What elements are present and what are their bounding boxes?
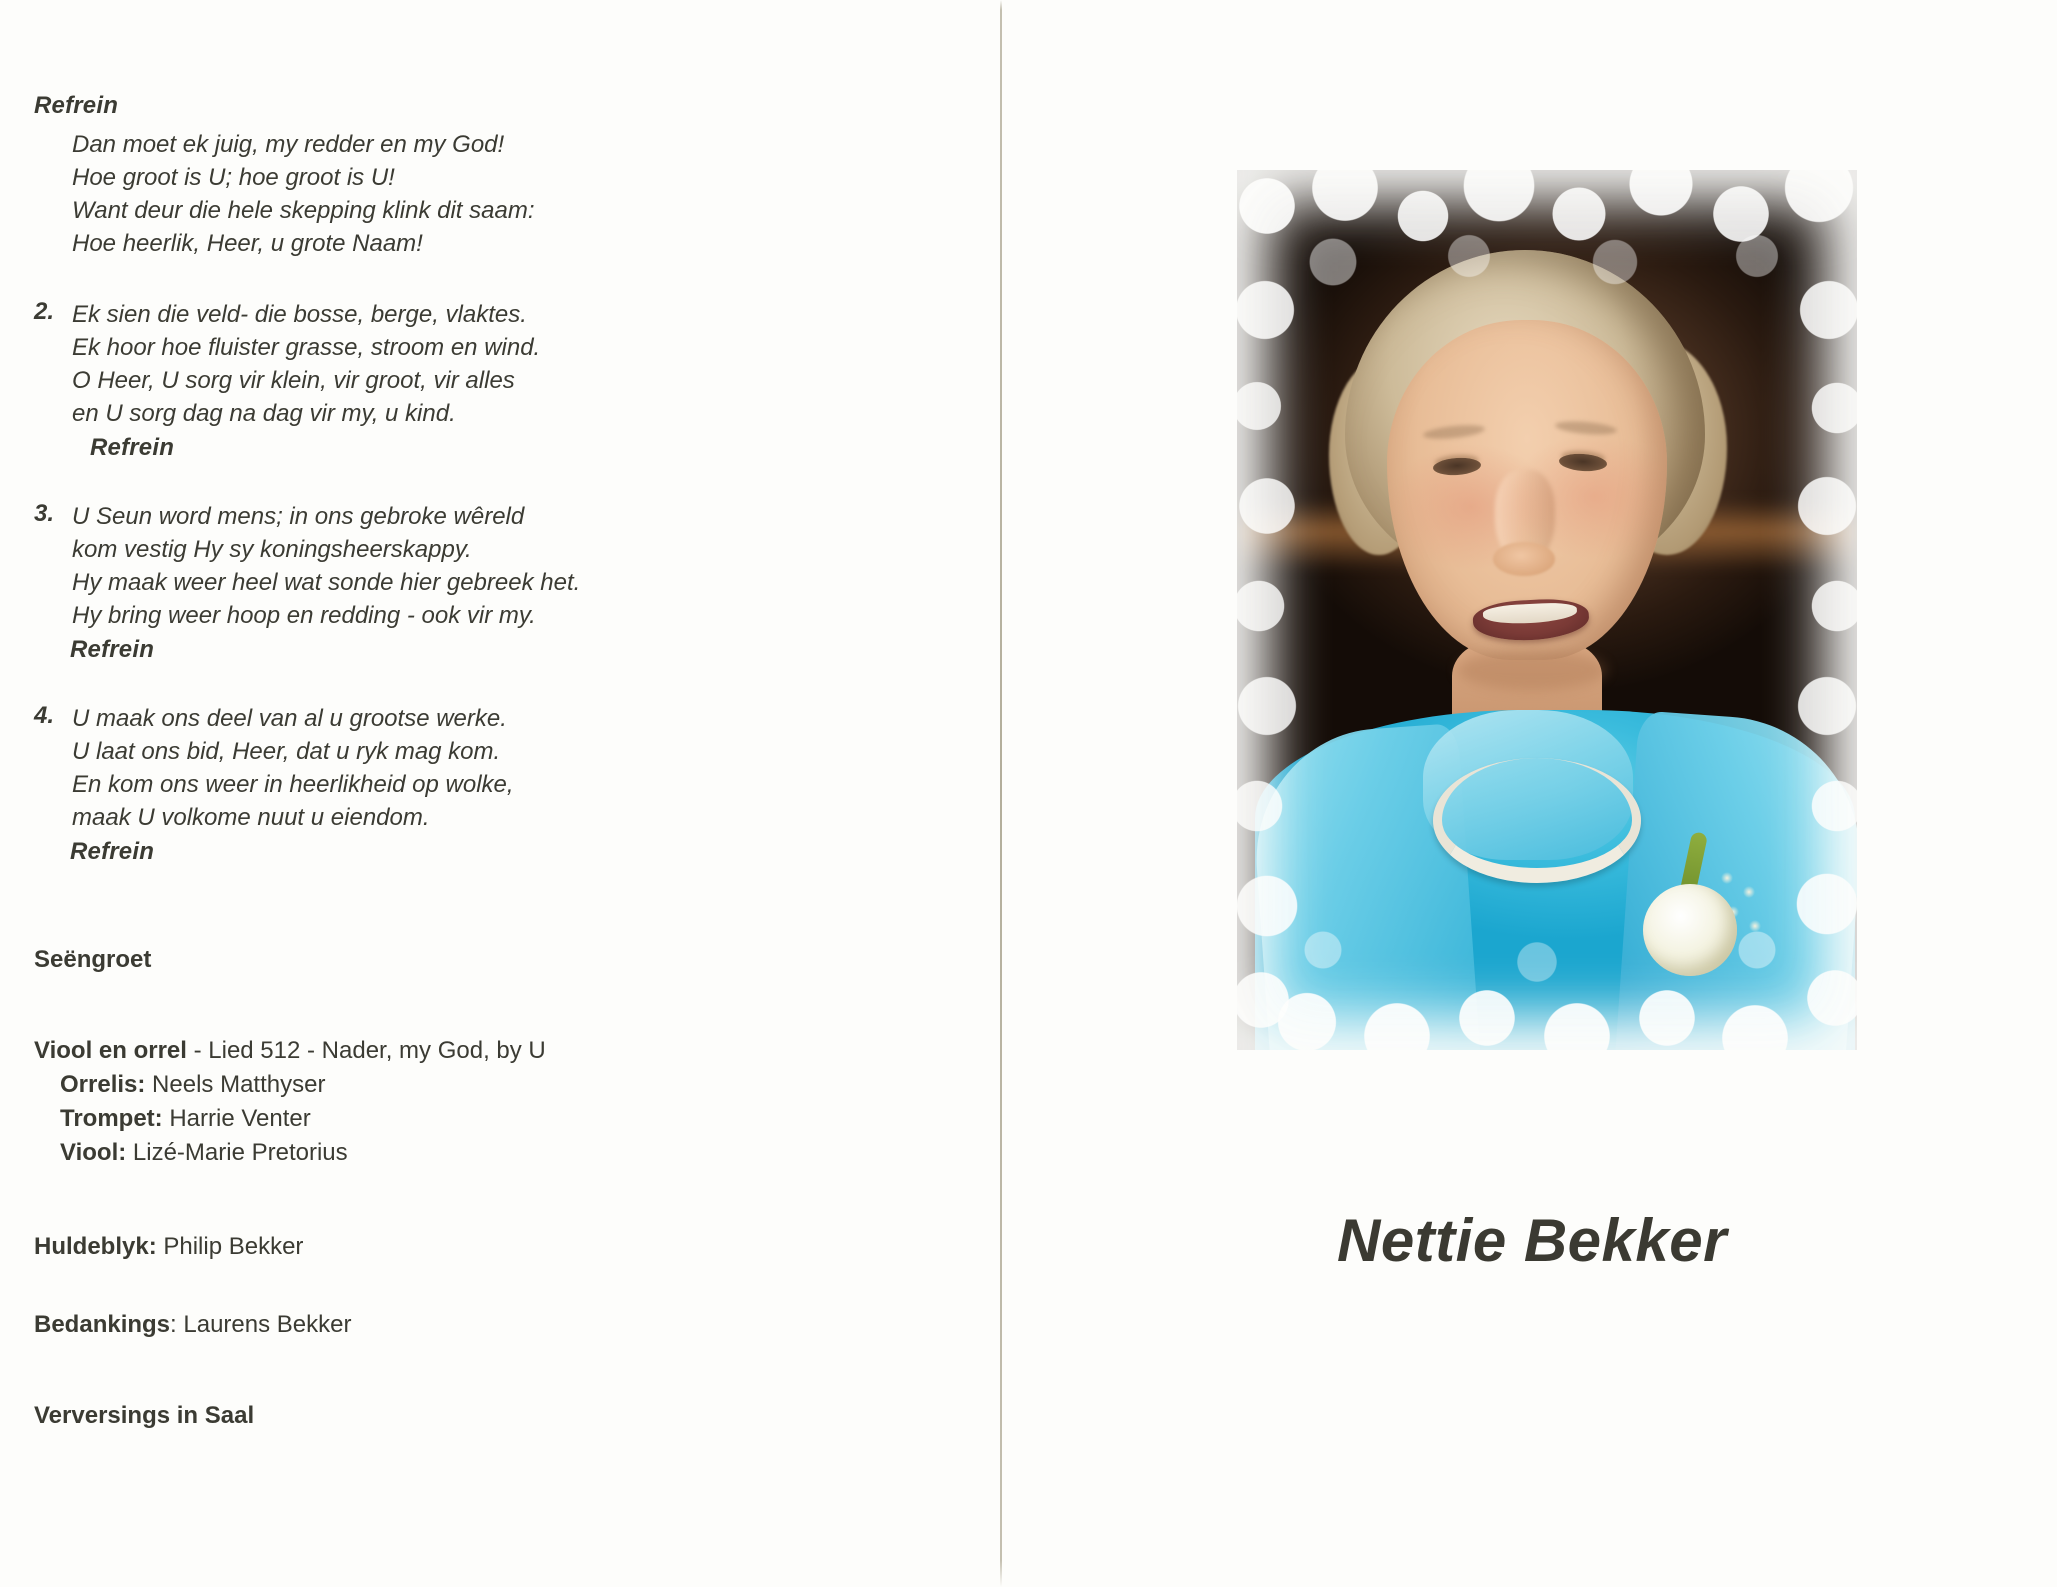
chorus-heading: Refrein [34, 92, 119, 119]
flower-corsage [1629, 832, 1769, 992]
verse-line: en U sorg dag na dag vir my, u kind. [72, 400, 456, 427]
page-title: Nettie Bekker [1336, 1207, 1728, 1274]
verse-line: Hy maak weer heel wat sonde hier gebreek het. [72, 569, 581, 596]
verse-refrain-label: Refrein [70, 838, 155, 865]
music-role-line [60, 1136, 1000, 1170]
verse-line: Ek hoor hoe fluister grasse, stroom en wind. [72, 334, 541, 361]
chorus-lines [72, 128, 1000, 260]
verse-lines [72, 298, 1000, 462]
verse-refrain-label: Refrein [70, 636, 155, 663]
thanks-value: : Laurens Bekker [170, 1311, 352, 1338]
verse-line: U laat ons bid, Heer, dat u ryk mag kom. [72, 738, 501, 765]
music-role-value: Lizé-Marie Pretorius [126, 1139, 348, 1166]
verse-line: Hy bring weer hoop en redding - ook vir my. [72, 602, 536, 629]
verse-block [34, 702, 1000, 866]
verse-line: kom vestig Hy sy koningsheerskappy. [72, 536, 472, 563]
tribute-key: Huldeblyk: [34, 1233, 157, 1260]
chorus-line: Hoe groot is U; hoe groot is U! [72, 164, 395, 191]
chorus-line: Want deur die hele skepping klink dit saam: [72, 197, 535, 224]
music-title-line [34, 1034, 1000, 1068]
thanks-key: Bedankings [34, 1311, 171, 1338]
verse-line: En kom ons weer in heerlikheid op wolke, [72, 771, 514, 798]
music-role-value: Neels Matthyser [145, 1071, 326, 1098]
blessing-heading: Seëngroet [34, 946, 152, 973]
verse-number: 3. [34, 500, 55, 527]
verse-block [34, 500, 1000, 664]
refreshments-line: Verversings in Saal [34, 1402, 255, 1429]
music-role-line [60, 1102, 1000, 1136]
chorus-line: Hoe heerlik, Heer, u grote Naam! [72, 230, 423, 257]
music-title-key: Viool en orrel [34, 1037, 187, 1064]
verse-line: U maak ons deel van al u grootse werke. [72, 705, 507, 732]
verse-lines [72, 702, 1000, 866]
verse-refrain-label: Refrein [90, 434, 175, 461]
verse-line: maak U volkome nuut u eiendom. [72, 804, 430, 831]
music-role-key: Orrelis: [60, 1071, 146, 1098]
verse-line: Ek sien die veld- die bosse, berge, vlaktes. [72, 301, 527, 328]
portrait-photo-content [1237, 170, 1857, 1050]
tribute-value: Philip Bekker [156, 1233, 304, 1260]
music-role-line [60, 1068, 1000, 1102]
pearl-necklace [1433, 758, 1641, 883]
music-role-value: Harrie Venter [162, 1105, 311, 1132]
thanks-line [34, 1308, 1000, 1342]
verse-number: 4. [34, 702, 55, 729]
portrait-panel [1002, 0, 2057, 1587]
verse-block [34, 298, 1000, 462]
tribute-line [34, 1230, 1000, 1264]
portrait-photo [1237, 170, 1857, 1050]
music-role-key: Viool: [60, 1139, 127, 1166]
music-title-rest: - Lied 512 - Nader, my God, by U [186, 1037, 546, 1064]
music-credits [34, 1034, 1000, 1170]
verse-line: U Seun word mens; in ons gebroke wêreld [72, 503, 525, 530]
verse-number: 2. [34, 298, 55, 325]
music-role-key: Trompet: [60, 1105, 163, 1132]
verse-line: O Heer, U sorg vir klein, vir groot, vir alles [72, 367, 515, 394]
verse-lines [72, 500, 1000, 664]
chorus-line: Dan moet ek juig, my redder en my God! [72, 131, 505, 158]
order-of-service-panel [0, 0, 1000, 1587]
